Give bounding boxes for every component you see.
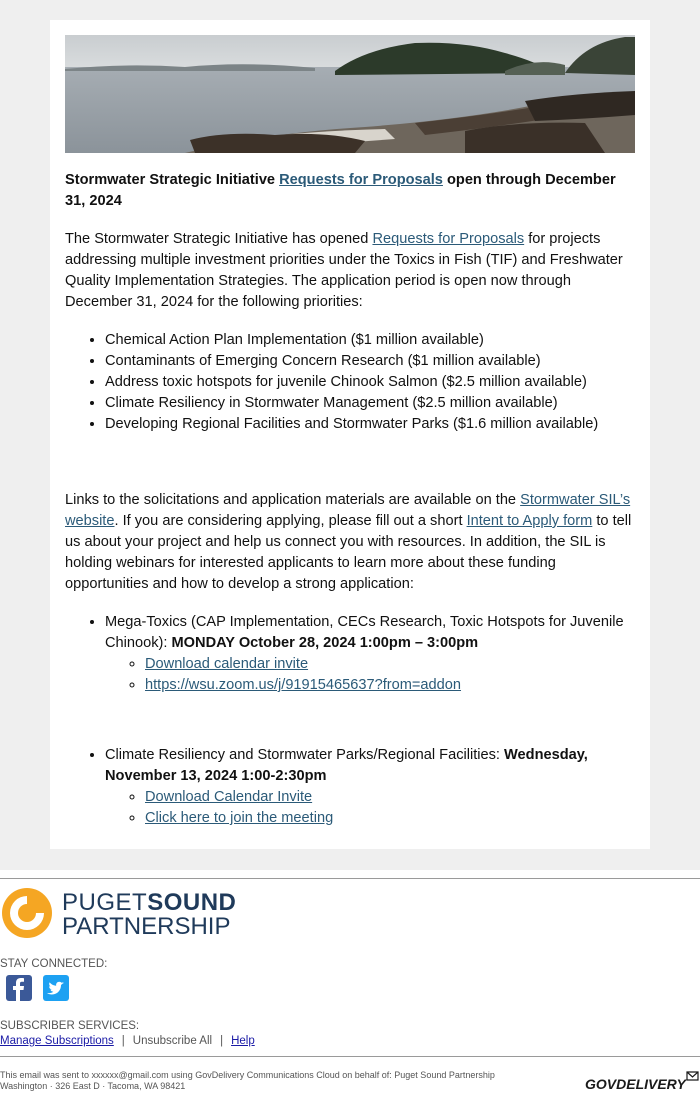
rfp-link-intro[interactable]: Requests for Proposals <box>372 231 525 247</box>
unsubscribe-all-link[interactable]: Unsubscribe All <box>132 1035 213 1047</box>
govdelivery-logo[interactable] <box>585 1070 699 1099</box>
priority-item: • Climate Resiliency in Stormwater Management ($2.5 million available) <box>105 393 637 414</box>
download-calendar-invite-link-2[interactable]: Download Calendar Invite <box>145 789 313 805</box>
logo-word-partnership: PARTNERSHIP <box>62 913 231 940</box>
links-part1: Links to the solicitations and application materials are available on the <box>65 492 521 508</box>
links-part3: to tell us about your project and help us connect you with resources. In addition, the SIL is holding webinars for interested applicants to learn more about these funding opportunities and how to develop a strong application: <box>65 513 632 592</box>
subscriber-links <box>0 1035 255 1047</box>
help-link[interactable]: Help <box>231 1035 255 1047</box>
webinar1-date: MONDAY October 28, 2024 1:00pm – 3:00pm <box>171 635 479 651</box>
webinar-item-climate <box>105 745 637 829</box>
links-part2: . If you are considering applying, please fill out a short <box>114 513 467 529</box>
priority-item: • Address toxic hotspots for juvenile Chinook Salmon ($2.5 million available) <box>105 372 637 393</box>
footer-divider-bottom <box>0 1056 700 1057</box>
govdelivery-wordmark: GOVDELIVERY <box>585 1076 686 1092</box>
zoom-link[interactable]: https://wsu.zoom.us/j/91915465637?from=addon <box>145 677 462 693</box>
twitter-icon[interactable] <box>43 975 69 1001</box>
manage-subscriptions-link[interactable]: Manage Subscriptions <box>0 1035 114 1047</box>
stay-connected-label: STAY CONNECTED: <box>0 958 108 970</box>
priority-item: • Chemical Action Plan Implementation ($1 million available) <box>105 330 637 351</box>
webinar2-date: Wednesday, November 13, 2024 1:00-2:30pm <box>105 747 588 784</box>
headline-suffix: open through December 31, 2024 <box>65 172 616 209</box>
separator: | <box>121 1035 125 1047</box>
email-footer <box>0 870 700 1099</box>
headline <box>65 170 637 212</box>
sub-list-item <box>145 787 637 808</box>
email-card <box>50 20 650 849</box>
svg-text:PUGETSOUND <box>62 889 236 916</box>
priorities-list <box>65 330 637 435</box>
logo-word-puget: PUGET <box>62 889 148 916</box>
email-body <box>65 170 637 829</box>
webinar-list-1 <box>65 612 637 696</box>
logo-word-sound: SOUND <box>147 889 237 916</box>
intro-part2: for projects addressing multiple investment priorities under the Toxics in Fish (TIF) and Freshwater Quality Implementation Strategies. The application period is open now through December 31, 2024 for the following priorities: <box>65 231 623 310</box>
webinar2-links <box>105 787 637 829</box>
hero-image <box>65 35 635 153</box>
headline-text: Stormwater Strategic Initiative <box>65 172 280 188</box>
intro-paragraph <box>65 229 637 313</box>
intent-to-apply-link[interactable]: Intent to Apply form <box>466 513 593 529</box>
subscriber-services-label: SUBSCRIBER SERVICES: <box>0 1020 140 1032</box>
links-paragraph <box>65 490 637 595</box>
join-meeting-link[interactable]: Click here to join the meeting <box>145 810 334 826</box>
legal-line-2: Washington · 326 East D · Tacoma, WA 98421 <box>0 1081 186 1091</box>
webinar1-links <box>105 654 637 696</box>
intro-part1: The Stormwater Strategic Initiative has opened <box>65 231 373 247</box>
sub-list-item <box>145 654 637 675</box>
sil-website-link[interactable]: Stormwater SIL’s website <box>65 492 631 529</box>
download-calendar-invite-link[interactable]: Download calendar invite <box>145 656 309 672</box>
footer-divider <box>0 878 700 879</box>
legal-line-1: This email was sent to xxxxxx@gmail.com using GovDelivery Communications Cloud on behalf of: Puget Sound Partnership <box>0 1070 495 1080</box>
webinar2-text: Climate Resiliency and Stormwater Parks/Regional Facilities: <box>105 747 505 763</box>
legal-text <box>0 1070 570 1092</box>
priority-item: • Contaminants of Emerging Concern Research ($1 million available) <box>105 351 637 372</box>
rfp-link-headline[interactable]: Requests for Proposals <box>279 172 443 188</box>
priority-item: • Developing Regional Facilities and Stormwater Parks ($1.6 million available) <box>105 414 637 435</box>
separator: | <box>220 1035 224 1047</box>
sub-list-item <box>145 808 637 829</box>
puget-sound-partnership-logo[interactable] <box>2 886 252 947</box>
webinar-list-2 <box>65 745 637 829</box>
facebook-icon[interactable] <box>6 975 32 1001</box>
sub-list-item <box>145 675 637 696</box>
webinar1-text: Mega-Toxics (CAP Implementation, CECs Research, Toxic Hotspots for Juvenile Chinook): <box>105 614 624 651</box>
webinar-item-mega-toxics <box>105 612 637 696</box>
